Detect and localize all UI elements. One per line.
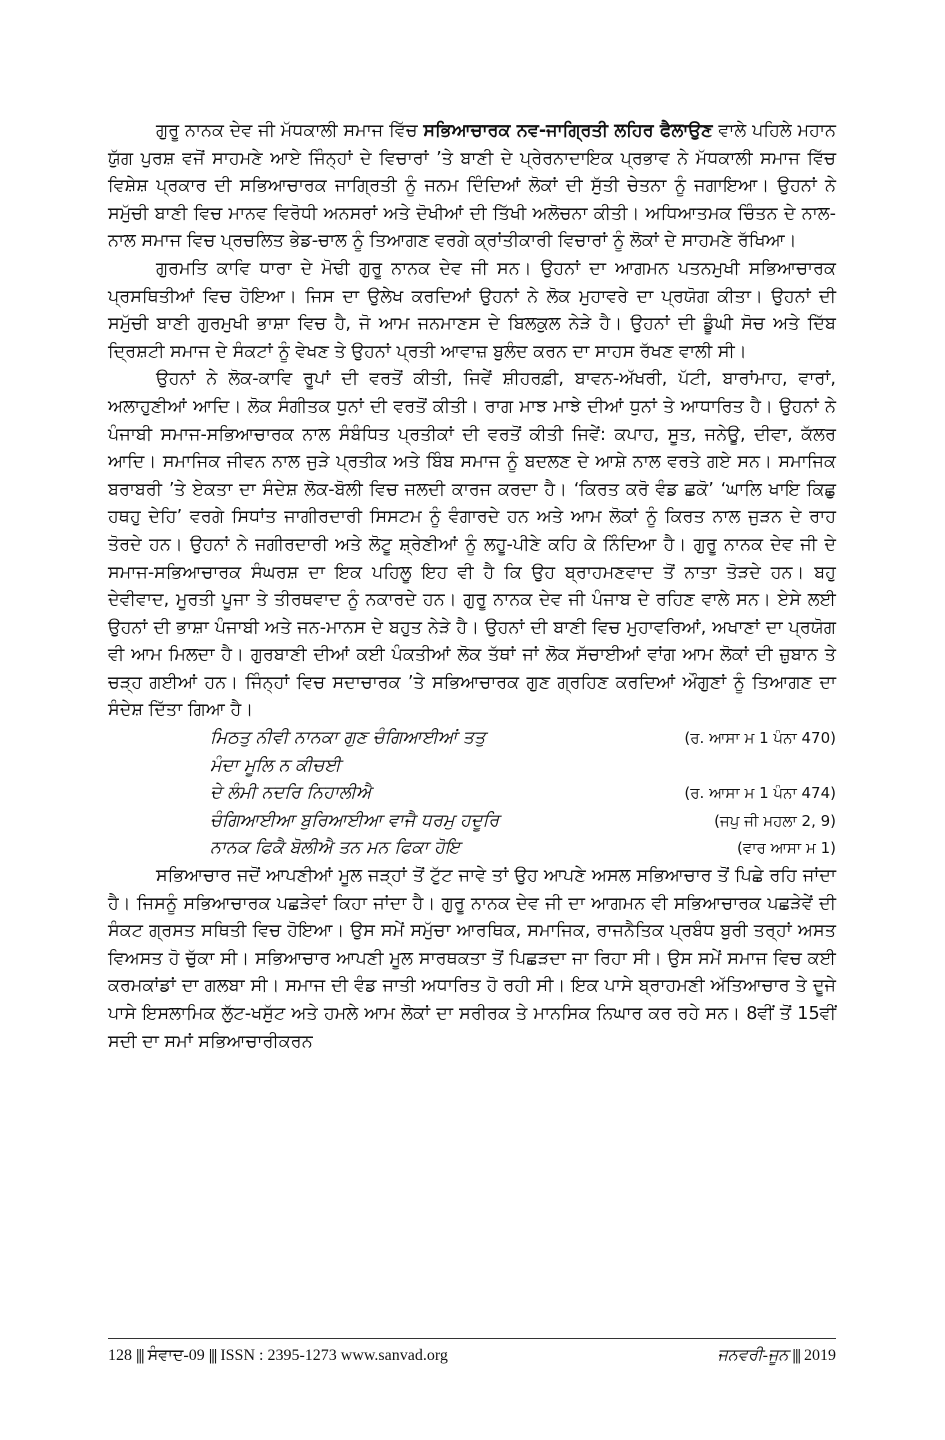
page-number: 128: [108, 1347, 132, 1364]
quote-reference: (ਰ. ਆਸਾ ਮ 1 ਪੰਨਾ 474): [684, 784, 836, 803]
footer-right: [717, 1345, 836, 1367]
quote-reference: (ਜਪੁ ਜੀ ਮਹਲਾ 2, 9): [714, 811, 836, 830]
article-body: [108, 118, 836, 1056]
separator-bars: |||: [136, 1347, 144, 1364]
quote-text: ਚੰਗਿਆਈਆ ਬੁਰਿਆਈਆ ਵਾਜੈ ਧਰਮੁ ਹਦੂਰਿ: [210, 810, 500, 831]
issn-and-website: ISSN : 2395-1273 www.sanvad.org: [220, 1347, 448, 1364]
quote-reference: (ਰ. ਆਸਾ ਮ 1 ਪੰਨਾ 470): [684, 729, 836, 748]
paragraph-1: [108, 118, 836, 256]
paragraph-2: ਗੁਰਮਤਿ ਕਾਵਿ ਧਾਰਾ ਦੇ ਮੋਢੀ ਗੁਰੂ ਨਾਨਕ ਦੇਵ ਜੀ ਸਨ। ਉਹਨਾਂ ਦਾ ਆਗਮਨ ਪਤਨਮੁਖੀ ਸਭਿਆਚਾਰਕ ਪ੍ਰਸਥਿਤੀਆਂ ਵਿਚ ਹੋਇਆ। ਜਿਸ ਦਾ ਉਲੇਖ ਕਰਦਿਆਂ ਉਹਨਾਂ ਨੇ ਲੋਕ ਮੁਹਾਵਰੇ ਦਾ ਪ੍ਰਯੋਗ ਕੀਤਾ। ਉਹਨਾਂ ਦੀ ਸਮੁੱਚੀ ਬਾਣੀ ਗੁਰਮੁਖੀ ਭਾਸ਼ਾ ਵਿਚ ਹੈ, ਜੋ ਆਮ ਜਨਮਾਣਸ ਦੇ ਬਿਲਕੁਲ ਨੇੜੇ ਹੈ। ਉਹਨਾਂ ਦੀ ਡੂੰਘੀ ਸੋਚ ਅਤੇ ਦਿੱਬ ਦ੍ਰਿਸ਼ਟੀ ਸਮਾਜ ਦੇ ਸੰਕਟਾਂ ਨੂੰ ਵੇਖਣ ਤੇ ਉਹਨਾਂ ਪ੍ਰਤੀ ਆਵਾਜ਼ ਬੁਲੰਦ ਕਰਨ ਦਾ ਸਾਹਸ ਰੱਖਣ ਵਾਲੀ ਸੀ।: [108, 258, 836, 362]
separator-bars: |||: [208, 1347, 217, 1364]
quote-reference: (ਵਾਰ ਆਸਾ ਮ 1): [736, 839, 836, 858]
paragraph-3: ਉਹਨਾਂ ਨੇ ਲੋਕ-ਕਾਵਿ ਰੂਪਾਂ ਦੀ ਵਰਤੋਂ ਕੀਤੀ, ਜਿਵੇਂ ਸ਼ੀਹਰਫ਼ੀ, ਬਾਵਨ-ਅੱਖਰੀ, ਪੱਟੀ, ਬਾਰਾਂਮਾਹ, ਵਾਰਾਂ, ਅਲਾਹੁਣੀਆਂ ਆਦਿ। ਲੋਕ ਸੰਗੀਤਕ ਧੁਨਾਂ ਦੀ ਵਰਤੋਂ ਕੀਤੀ। ਰਾਗ ਮਾਝ ਮਾਝੇ ਦੀਆਂ ਧੁਨਾਂ ਤੇ ਆਧਾਰਿਤ ਹੈ। ਉਹਨਾਂ ਨੇ ਪੰਜਾਬੀ ਸਮਾਜ-ਸਭਿਆਚਾਰਕ ਨਾਲ ਸੰਬੰਧਿਤ ਪ੍ਰਤੀਕਾਂ ਦੀ ਵਰਤੋਂ ਕੀਤੀ ਜਿਵੇਂ: ਕਪਾਹ, ਸੂਤ, ਜਨੇਊ, ਦੀਵਾ, ਕੱਲਰ ਆਦਿ। ਸਮਾਜਿਕ ਜੀਵਨ ਨਾਲ ਜੁੜੇ ਪ੍ਰਤੀਕ ਅਤੇ ਬਿੰਬ ਸਮਾਜ ਨੂੰ ਬਦਲਣ ਦੇ ਆਸ਼ੇ ਨਾਲ ਵਰਤੇ ਗਏ ਸਨ। ਸਮਾਜਿਕ ਬਰਾਬਰੀ ’ਤੇ ਏਕਤਾ ਦਾ ਸੰਦੇਸ਼ ਲੋਕ-ਬੋਲੀ ਵਿਚ ਜਲਦੀ ਕਾਰਜ ਕਰਦਾ ਹੈ। ‘ਕਿਰਤ ਕਰੋ ਵੰਡ ਛਕੋ’ ‘ਘਾਲਿ ਖਾਇ ਕਿਛੁ ਹਥਹੁ ਦੇਹਿ’ ਵਰਗੇ ਸਿਧਾਂਤ ਜਾਗੀਰਦਾਰੀ ਸਿਸਟਮ ਨੂੰ ਵੰਗਾਰਦੇ ਹਨ ਅਤੇ ਆਮ ਲੋਕਾਂ ਨੂੰ ਕਿਰਤ ਨਾਲ ਜੁੜਨ ਦੇ ਰਾਹ ਤੋਰਦੇ ਹਨ। ਉਹਨਾਂ ਨੇ ਜਗੀਰਦਾਰੀ ਅਤੇ ਲੋਟੂ ਸ਼੍ਰੇਣੀਆਂ ਨੂੰ ਲਹੂ-ਪੀਣੇ ਕਹਿ ਕੇ ਨਿੰਦਿਆ ਹੈ। ਗੁਰੂ ਨਾਨਕ ਦੇਵ ਜੀ ਦੇ ਸਮਾਜ-ਸਭਿਆਚਾਰਕ ਸੰਘਰਸ਼ ਦਾ ਇਕ ਪਹਿਲੂ ਇਹ ਵੀ ਹੈ ਕਿ ਉਹ ਬ੍ਰਾਹਮਣਵਾਦ ਤੋਂ ਨਾਤਾ ਤੋੜਦੇ ਹਨ। ਬਹੁ ਦੇਵੀਵਾਦ, ਮੂਰਤੀ ਪੂਜਾ ਤੇ ਤੀਰਥਵਾਦ ਨੂੰ ਨਕਾਰਦੇ ਹਨ। ਗੁਰੂ ਨਾਨਕ ਦੇਵ ਜੀ ਪੰਜਾਬ ਦੇ ਰਹਿਣ ਵਾਲੇ ਸਨ। ਏਸੇ ਲਈ ਉਹਨਾਂ ਦੀ ਭਾਸ਼ਾ ਪੰਜਾਬੀ ਅਤੇ ਜਨ-ਮਾਨਸ ਦੇ ਬਹੁਤ ਨੇੜੇ ਹੈ। ਉਹਨਾਂ ਦੀ ਬਾਣੀ ਵਿਚ ਮੁਹਾਵਰਿਆਂ, ਅਖਾਣਾਂ ਦਾ ਪ੍ਰਯੋਗ ਵੀ ਆਮ ਮਿਲਦਾ ਹੈ। ਗੁਰਬਾਣੀ ਦੀਆਂ ਕਈ ਪੰਕਤੀਆਂ ਲੋਕ ਤੱਥਾਂ ਜਾਂ ਲੋਕ ਸੱਚਾਈਆਂ ਵਾਂਗ ਆਮ ਲੋਕਾਂ ਦੀ ਜ਼ੁਬਾਨ ਤੇ ਚੜ੍ਹ ਗਈਆਂ ਹਨ। ਜਿੰਨ੍ਹਾਂ ਵਿਚ ਸਦਾਚਾਰਕ ’ਤੇ ਸਭਿਆਚਾਰਕ ਗੁਣ ਗ੍ਰਹਿਣ ਕਰਦਿਆਂ ਔਗੁਣਾਂ ਨੂੰ ਤਿਆਗਣ ਦਾ ਸੰਦੇਸ਼ ਦਿੱਤਾ ਗਿਆ ਹੈ।: [108, 369, 836, 721]
journal-name: ਸੰਵਾਦ-09: [147, 1347, 205, 1364]
highlighted-phrase: ਸਭਿਆਚਾਰਕ ਨਵ-ਜਾਗ੍ਰਿਤੀ ਲਹਿਰ ਫੈਲਾਉਣ: [423, 121, 713, 141]
issue-year: 2019: [804, 1347, 836, 1364]
quote-text: ਦੇ ਲੰਮੀ ਨਦਰਿ ਨਿਹਾਲੀਐ: [210, 783, 372, 804]
quote-text: ਨਾਨਕ ਫਿਕੈ ਬੋਲੀਐ ਤਨ ਮਨ ਫਿਕਾ ਹੋਇ: [210, 838, 461, 859]
page-footer: [108, 1338, 836, 1364]
quote-line: [108, 753, 836, 781]
quote-text: ਮੰਦਾ ਮੂਲਿ ਨ ਕੀਚਈ: [210, 755, 341, 776]
closing-paragraph: ਸਭਿਆਚਾਰ ਜਦੋਂ ਆਪਣੀਆਂ ਮੂਲ ਜੜ੍ਹਾਂ ਤੋਂ ਟੁੱਟ ਜਾਵੇ ਤਾਂ ਉਹ ਆਪਣੇ ਅਸਲ ਸਭਿਆਚਾਰ ਤੋਂ ਪਿਛੇ ਰਹਿ ਜਾਂਦਾ ਹੈ। ਜਿਸਨੂੰ ਸਭਿਆਚਾਰਕ ਪਛੜੇਵਾਂ ਕਿਹਾ ਜਾਂਦਾ ਹੈ। ਗੁਰੂ ਨਾਨਕ ਦੇਵ ਜੀ ਦਾ ਆਗਮਨ ਵੀ ਸਭਿਆਚਾਰਕ ਪਛੜੇਵੇਂ ਦੀ ਸੰਕਟ ਗ੍ਰਸਤ ਸਥਿਤੀ ਵਿਚ ਹੋਇਆ। ਉਸ ਸਮੇਂ ਸਮੁੱਚਾ ਆਰਥਿਕ, ਸਮਾਜਿਕ, ਰਾਜਨੈਤਿਕ ਪ੍ਰਬੰਧ ਬੁਰੀ ਤਰ੍ਹਾਂ ਅਸਤ ਵਿਅਸਤ ਹੋ ਚੁੱਕਾ ਸੀ। ਸਭਿਆਚਾਰ ਆਪਣੀ ਮੂਲ ਸਾਰਥਕਤਾ ਤੋਂ ਪਿਛੜਦਾ ਜਾ ਰਿਹਾ ਸੀ। ਉਸ ਸਮੇਂ ਸਮਾਜ ਵਿਚ ਕਈ ਕਰਮਕਾਂਡਾਂ ਦਾ ਗਲਬਾ ਸੀ। ਸਮਾਜ ਦੀ ਵੰਡ ਜਾਤੀ ਅਧਾਰਿਤ ਹੋ ਰਹੀ ਸੀ। ਇਕ ਪਾਸੇ ਬ੍ਰਾਹਮਣੀ ਅੱਤਿਆਚਾਰ ਤੇ ਦੂਜੇ ਪਾਸੇ ਇਸਲਾਮਿਕ ਲੁੱਟ-ਖਸੁੱਟ ਅਤੇ ਹਮਲੇ ਆਮ ਲੋਕਾਂ ਦਾ ਸਰੀਰਕ ਤੇ ਮਾਨਸਿਕ ਨਿਘਾਰ ਕਰ ਰਹੇ ਸਨ। 8ਵੀਂ ਤੋਂ 15ਵੀਂ ਸਦੀ ਦਾ ਸਮਾਂ ਸਭਿਆਚਾਰੀਕਰਨ: [108, 866, 836, 1052]
paragraph-1-rest: ਵਾਲੇ ਪਹਿਲੇ ਮਹਾਨ ਯੁੱਗ ਪੁਰਸ਼ ਵਜੋਂ ਸਾਹਮਣੇ ਆਏ ਜਿੰਨ੍ਹਾਂ ਦੇ ਵਿਚਾਰਾਂ ’ਤੇ ਬਾਣੀ ਦੇ ਪ੍ਰੇਰਨਾਦਾਇਕ ਪ੍ਰਭਾਵ ਨੇ ਮੱਧਕਾਲੀ ਸਮਾਜ ਵਿੱਚ ਵਿਸ਼ੇਸ਼ ਪ੍ਰਕਾਰ ਦੀ ਸਭਿਆਚਾਰਕ ਜਾਗ੍ਰਿਤੀ ਨੂੰ ਜਨਮ ਦਿੰਦਿਆਂ ਲੋਕਾਂ ਦੀ ਸੁੱਤੀ ਚੇਤਨਾ ਨੂੰ ਜਗਾਇਆ। ਉਹਨਾਂ ਨੇ ਸਮੁੱਚੀ ਬਾਣੀ ਵਿਚ ਮਾਨਵ ਵਿਰੋਧੀ ਅਨਸਰਾਂ ਅਤੇ ਦੋਖੀਆਂ ਦੀ ਤਿੱਖੀ ਅਲੋਚਨਾ ਕੀਤੀ। ਅਧਿਆਤਮਕ ਚਿੰਤਨ ਦੇ ਨਾਲ-ਨਾਲ ਸਮਾਜ ਵਿਚ ਪ੍ਰਚਲਿਤ ਭੇਡ-ਚਾਲ ਨੂੰ ਤਿਆਗਣ ਵਰਗੇ ਕ੍ਰਾਂਤੀਕਾਰੀ ਵਿਚਾਰਾਂ ਨੂੰ ਲੋਕਾਂ ਦੇ ਸਾਹਮਣੇ ਰੱਖਿਆ।: [108, 121, 836, 252]
separator-bars: |||: [792, 1347, 800, 1364]
issue-months: ਜਨਵਰੀ-ਜੂਨ: [717, 1347, 789, 1364]
quote-line: [108, 780, 836, 808]
quote-line: [108, 725, 836, 753]
quote-line: [108, 808, 836, 836]
quote-line: [108, 835, 836, 863]
footer-left: [108, 1345, 448, 1367]
gurbani-quotes: [108, 725, 836, 863]
quote-text: ਮਿਠਤੁ ਨੀਵੀ ਨਾਨਕਾ ਗੁਣ ਚੰਗਿਆਈਆਂ ਤਤੁ: [210, 728, 486, 749]
paragraph-1-start: ਗੁਰੂ ਨਾਨਕ ਦੇਵ ਜੀ ਮੱਧਕਾਲੀ ਸਮਾਜ ਵਿੱਚ: [156, 121, 424, 141]
